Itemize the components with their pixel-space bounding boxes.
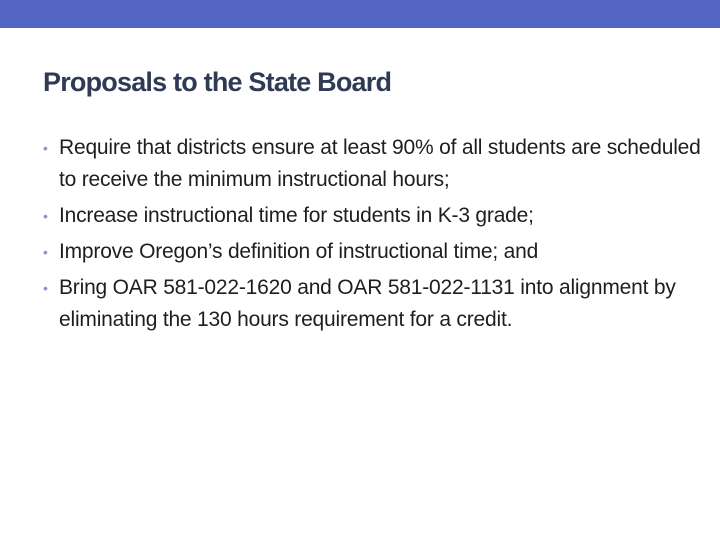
bullet-list	[43, 132, 703, 340]
bullet-text: Bring OAR 581-022-1620 and OAR 581-022-1131 into alignment by eliminating the 130 hours requirement for a credit.	[59, 276, 676, 331]
bullet-item	[43, 272, 703, 336]
bullet-item	[43, 236, 703, 268]
bullet-dot-icon: •	[43, 244, 48, 260]
bullet-dot-icon: •	[43, 280, 48, 296]
bullet-text: Require that districts ensure at least 90% of all students are scheduled to receive the minimum instructional hours;	[59, 136, 701, 191]
slide-title: Proposals to the State Board	[43, 67, 392, 97]
top-accent-band	[0, 0, 720, 28]
bullet-item	[43, 200, 703, 232]
bullet-text: Increase instructional time for students in K-3 grade;	[59, 204, 534, 227]
bullet-text: Improve Oregon’s definition of instructional time; and	[59, 240, 539, 263]
bullet-dot-icon: •	[43, 140, 48, 156]
bullet-item	[43, 132, 703, 196]
bullet-dot-icon: •	[43, 208, 48, 224]
